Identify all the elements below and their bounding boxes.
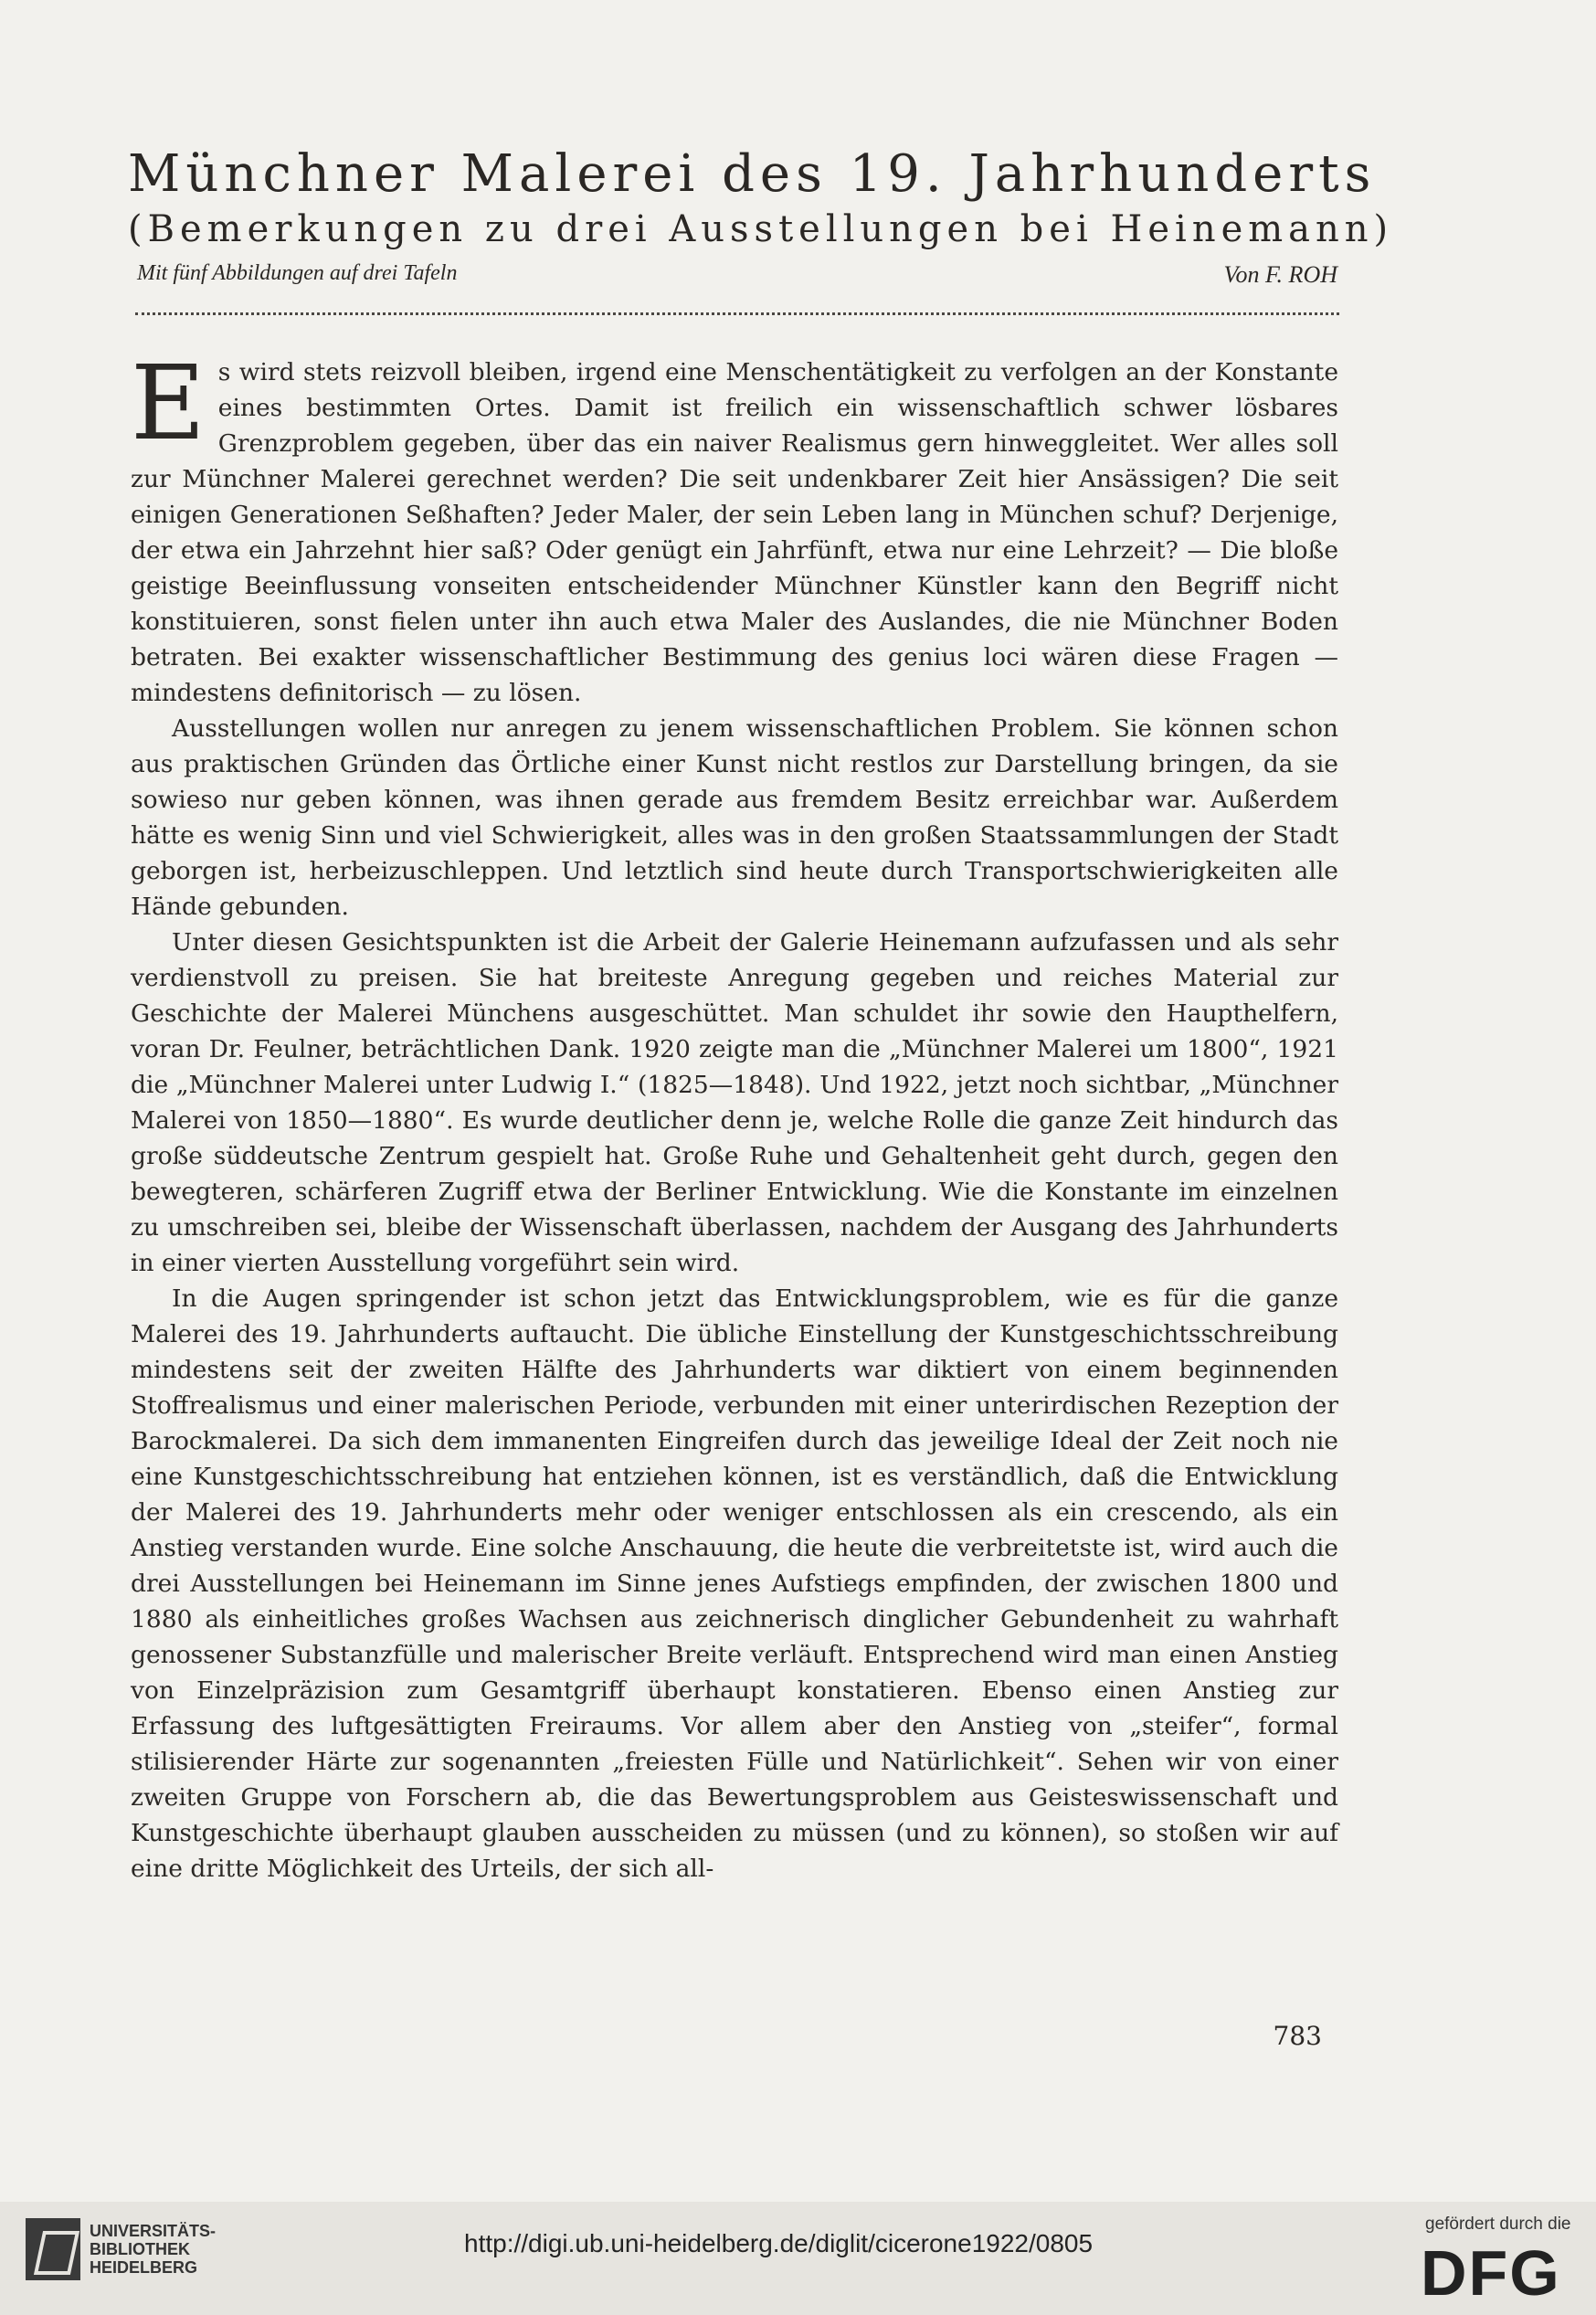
paragraph-4: In die Augen springender ist schon jetzt das Entwicklungsproblem, wie es für die ganze Malerei des 19. Jahrhunderts auftaucht. Die übliche Einstellung der Kunstgeschichtsschreibung mindestens seit der zweiten Hälfte des Jahrhunderts war diktiert von einem beginnenden Stoffrealismus und einer malerischen Periode, verbunden mit einer unterirdischen Rezeption der Barockmalerei. Da sich dem immanenten Eingreifen durch das jeweilige Ideal der Zeit noch nie eine Kunstgeschichtsschreibung hat entziehen können, ist es verständlich, daß die Entwicklung der Malerei des 19. Jahrhunderts mehr oder weniger entschlossen als ein crescendo, als ein Anstieg verstanden wurde. Eine solche Anschauung, die heute die verbreitetste ist, wird auch die drei Ausstellungen bei Heinemann im Sinne jenes Aufstiegs empfinden, der zwischen 1800 und 1880 als einheitliches großes Wachsen aus zeichnerisch dinglicher Gebundenheit zu wahrhaft genossener Substanzfülle und malerischer Breite verläuft. Entsprechend wird man einen Anstieg von Einzelpräzision zum Gesamtgriff überhaupt konstatieren. Ebenso einen Anstieg zur Erfassung des luftgesättigten Freiraums. Vor allem aber den Anstieg von „steifer“, formal stilisierender Härte zur sogenannten „freiesten Fülle und Natürlichkeit“. Sehen wir von einer zweiten Gruppe von Forschern ab, die das Bewertungsproblem aus Geisteswissenschaft und Kunstgeschichte überhaupt glauben ausscheiden zu müssen (und zu können), so stoßen wir auf eine dritte Möglichkeit des Urteils, der sich all- [131,1284,1338,1883]
paragraph-1: Es wird stets reizvoll bleiben, irgend eine Menschentätigkeit zu verfolgen an der Konstante eines bestimmten Ortes. Damit ist freilich ein wissenschaftlich schwer lösbares Grenzproblem gegeben, über das ein naiver Realismus gern hinweggleitet. Wer alles soll zur Münchner Malerei gerechnet werden? Die seit undenkbarer Zeit hier Ansässigen? Die seit einigen Generationen Seßhaften? Jeder Maler, der sein Leben lang in München schuf? Derjenige, der etwa ein Jahrzehnt hier saß? Oder genügt ein Jahrfünft, etwa nur eine Lehrzeit? — Die bloße geistige Beeinflussung vonseiten entscheidender Münchner Künstler kann den Begriff nicht konstituieren, sonst fielen unter ihn auch etwa Maler des Auslandes, die nie Münchner Boden betraten. Bei exakter wissenschaftlicher Bestimmung des genius loci wären diese Fragen — mindestens definitorisch — zu lösen. [131,344,1338,707]
drop-cap: E [131,344,206,463]
author-byline: Von F. ROH [1223,261,1337,288]
article-body [131,344,1338,1887]
permalink-url[interactable]: http://digi.ub.uni-heidelberg.de/diglit/cicerone1922/0805 [464,2229,1094,2257]
paragraph-2: Ausstellungen wollen nur anregen zu jenem wissenschaftlichen Problem. Sie können schon aus praktischen Gründen das Örtliche einer Kunst nicht restlos zur Darstellung bringen, da sie sowieso nur geben können, was ihnen gerade aus fremdem Besitz erreichbar war. Außerdem hätte es wenig Sinn und viel Schwierigkeit, alles was in den großen Staatssammlungen der Stadt geborgen ist, herbeizuschleppen. Und letztlich sind heute durch Transportschwierigkeiten alle Hände gebunden. [131,714,1338,921]
dfg-logo: DFG [1421,2237,1561,2309]
funding-note: gefördert durch die [1425,2215,1571,2234]
article-title: Münchner Malerei des 19. Jahrhunderts [128,144,1377,204]
university-logo-icon [26,2218,80,2280]
university-name: UNIVERSITÄTS- BIBLIOTHEK HEIDELBERG [90,2222,217,2277]
article-subtitle: (Bemerkungen zu drei Ausstellungen bei Heinemann) [128,208,1394,250]
illustrations-note: Mit fünf Abbildungen auf drei Tafeln [137,261,458,285]
paragraph-3: Unter diesen Gesichtspunkten ist die Arbeit der Galerie Heinemann aufzufassen und als sehr verdienstvoll zu preisen. Sie hat breiteste Anregung gegeben und reiches Material zur Geschichte der Malerei Münchens ausgeschüttet. Man schuldet ihr sowie den Haupthelfern, voran Dr. Feulner, beträchtlichen Dank. 1920 zeigte man die „Münchner Malerei um 1800“, 1921 die „Münchner Malerei unter Ludwig I.“ (1825—1848). Und 1922, jetzt noch sichtbar, „Münchner Malerei von 1850—1880“. Es wurde deutlicher denn je, welche Rolle die ganze Zeit hindurch das große süddeutsche Zentrum gespielt hat. Große Ruhe und Gehaltenheit geht durch, gegen den bewegteren, schärferen Zugriff etwa der Berliner Entwicklung. Wie die Konstante im einzelnen zu umschreiben sei, bleibe der Wissenschaft überlassen, nachdem der Ausgang des Jahrhunderts in einer vierten Ausstellung vorgeführt sein wird. [131,928,1338,1277]
page-number: 783 [1273,2021,1322,2051]
dotted-rule [135,312,1339,318]
digitization-footer [0,2202,1596,2315]
